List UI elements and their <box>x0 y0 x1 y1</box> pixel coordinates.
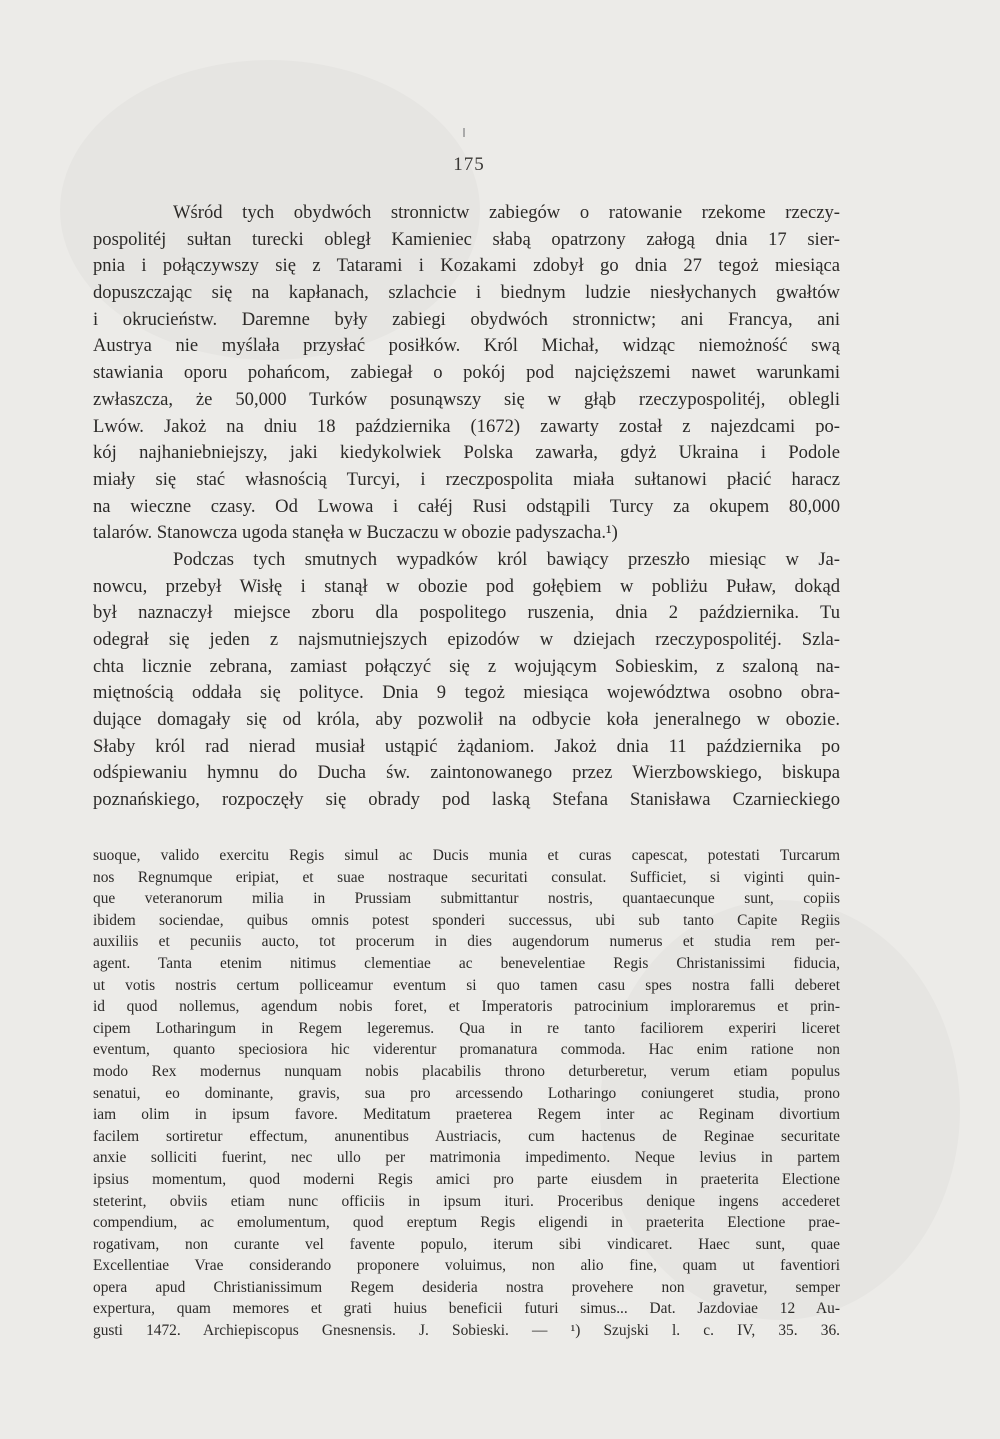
print-mark <box>463 128 465 137</box>
text-line: miały się stać własnością Turcyi, i rzeczpospolita miała sułtanowi płacić haracz <box>93 468 840 490</box>
footnote-line: iam olim in ipsum favore. Meditatum praeterea Regem inter ac Reginam divortium <box>93 1106 840 1124</box>
main-text <box>93 200 840 814</box>
text-line: kój najhaniebniejszy, jaki kiedykolwiek Polska zawarła, gdyż Ukraina i Podole <box>93 442 840 464</box>
text-line: zwłaszcza, że 50,000 Turków posunąwszy się w głąb rzeczypospolitéj, oblegli <box>93 388 840 410</box>
text-line: odegrał się jeden z najsmutniejszych epizodów w dziejach rzeczypospolitéj. Szla- <box>93 629 840 650</box>
footnote-line: nos Regnumque eripiat, et suae nostraque securitati consulat. Sufficiet, si viginti quin- <box>93 868 840 886</box>
footnote-line: cipem Lotharingum in Regem legeremus. Qua in re tanto faciliorem experiri liceret <box>93 1019 840 1037</box>
footnote-line: ut votis nostris certum polliceamur eventum si quo tamen casu spes nostra falli deberet <box>93 976 840 994</box>
footnote-line: compendium, ac emolumentum, quod ereptum Regis eligendi in praeterita Electione prae- <box>93 1214 840 1232</box>
text-line: dujące domagały się od króla, aby pozwolił na odbycie koła jeneralnego w obozie. <box>93 709 840 731</box>
text-line: chta licznie zebrana, zamiast połączyć się z wojującym Sobieskim, z szaloną na- <box>93 655 840 677</box>
text-line: i okrucieństw. Daremne były zabiegi obydwóch stronnictw; ani Francya, ani <box>93 308 840 330</box>
footnote-line: suoque, valido exercitu Regis simul ac Ducis munia et curas capescat, potestati Turcarum <box>93 847 840 864</box>
footnote-line: expertura, quam memores et grati huius beneficii futuri simus... Dat. Jazdoviae 12 Au- <box>93 1300 840 1318</box>
footnote-line: senatui, eo dominante, gravis, sua pro arcessendo Lotharingo coniungeret studia, prono <box>93 1084 840 1102</box>
footnote-line: auxiliis et pecuniis aucto, tot procerum in dies augendorum numerus et studia rem per- <box>93 933 840 951</box>
footnote-line: id quod nollemus, agendum nobis foret, et Imperatoris patrocinium imploraremus et prin- <box>93 998 840 1016</box>
text-line: Podczas tych smutnych wypadków król bawiący przeszło miesiąc w Ja- <box>173 548 840 570</box>
text-line: Słaby król rad nierad musiał ustąpić żądaniom. Jakoż dnia 11 października po <box>93 735 840 757</box>
text-line: Lwów. Jakoż na dniu 18 października (1672) zawarty został z najezdcami po- <box>93 415 840 437</box>
footnote-line: agent. Tanta etenim nitimus clementiae ac benevelentiae Regis Christanissimi fiducia, <box>93 954 840 972</box>
text-line: Austrya nie myślała przysłać posiłków. Król Michał, widząc niemożność swą <box>93 335 840 357</box>
text-line: poznańskiego, rozpoczęły się obrady pod laską Stefana Stanisława Czarnieckiego <box>93 789 840 811</box>
text-line: miętnością oddała się polityce. Dnia 9 tegoż miesiąca województwa osobno obra- <box>93 682 840 704</box>
text-line: pospolitéj sułtan turecki obległ Kamieniec słabą opatrzony załogą dnia 17 sier- <box>93 228 840 250</box>
text-line: był naznaczył miejsce zboru dla pospolitego ruszenia, dnia 2 października. Tu <box>93 602 840 624</box>
footnote-line: anxie solliciti fuerint, nec ullo per matrimonia impedimento. Neque levius in partem <box>93 1149 840 1167</box>
text-line: stawiania oporu pohańcom, zabiegał o pokój pod najcięższemi nawet warunkami <box>93 362 840 384</box>
footnote-line: facilem sortiretur effectum, anunentibus Austriacis, cum hactenus de Reginae securitate <box>93 1127 840 1145</box>
text-line: pnia i połączywszy się z Tatarami i Kozakami zdobył go dnia 27 tegoż miesiąca <box>93 255 840 277</box>
footnote-line: ibidem sociendae, quibus omnis potest sponderi successus, ubi sub tanto Capite Regiis <box>93 911 840 929</box>
footnote-line: gusti 1472. Archiepiscopus Gnesnensis. J. Sobieski. — ¹) Szujski l. c. IV, 35. 36. <box>93 1322 840 1340</box>
footnote-line: rogativam, non curante vel favente populo, iterum sibi vindicaret. Haec sunt, quae <box>93 1235 840 1253</box>
footnote-line: modo Rex modernus nunquam nobis placabilis throno deturberetur, verum etiam populus <box>93 1062 840 1080</box>
footnote-line: eventum, quanto speciosiora hic viderentur promanatura commoda. Hac enim ratione non <box>93 1041 840 1059</box>
text-line: dopuszczając się na kapłanach, szlachcie i biednym ludzie niesłychanych gwałtów <box>93 282 840 304</box>
page-number: 175 <box>453 154 485 175</box>
text-line: talarów. Stanowcza ugoda stanęła w Buczaczu w obozie padyszacha.¹) <box>93 522 618 544</box>
text-line: Wśród tych obydwóch stronnictw zabiegów o ratowanie rzekome rzeczy- <box>173 202 840 223</box>
text-line: nowcu, przebył Wisłę i stanął w obozie pod gołębiem w pobliżu Puław, dokąd <box>93 575 840 597</box>
footnote-line: steterint, obviis etiam nunc officiis in ipsum ituri. Proceribus denique ingens accederet <box>93 1192 840 1210</box>
footnote-line: Excellentiae Vrae considerando proponere voluimus, non alio fine, quam ut faventiori <box>93 1257 840 1275</box>
footnote-line: ipsius momentum, quod moderni Regis amici pro parte eiusdem in praeterita Electione <box>93 1170 840 1188</box>
footnote-line: que veteranorum milia in Prussiam submittantur nostris, quantaecunque sunt, copiis <box>93 890 840 908</box>
footnote-line: opera apud Christianissimum Regem desideria nostra provehere non gravetur, semper <box>93 1278 840 1296</box>
footnote-text <box>93 845 840 1342</box>
text-line: na wieczne czasy. Od Lwowa i całéj Rusi odstąpili Turcy za okupem 80,000 <box>93 495 840 517</box>
text-line: odśpiewaniu hymnu do Ducha św. zaintonowanego przez Wierzbowskiego, biskupa <box>93 762 840 784</box>
